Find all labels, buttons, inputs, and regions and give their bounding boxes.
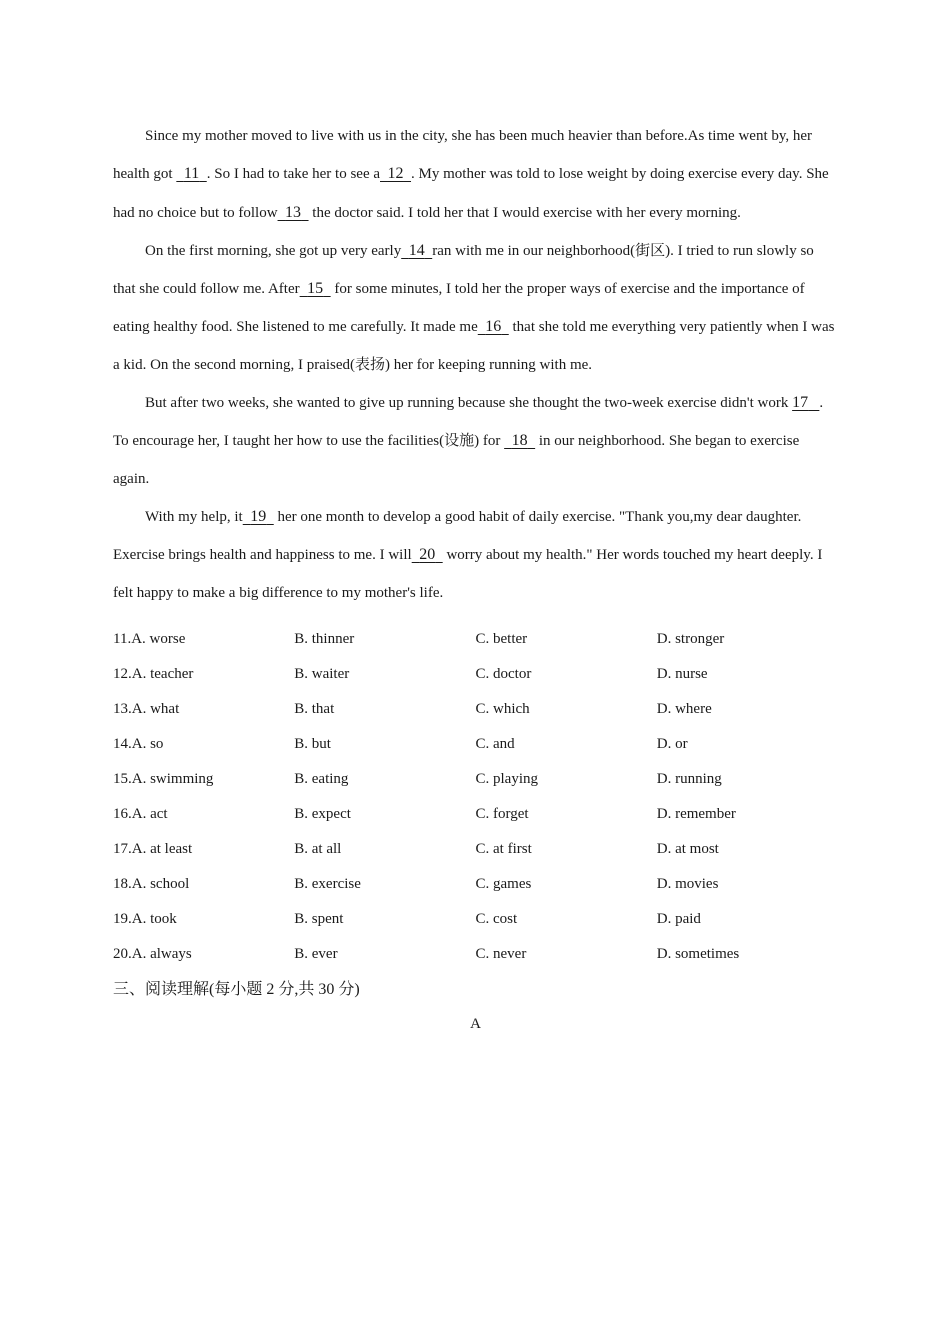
option-d: D. running (656, 770, 722, 787)
option-c: C. cost (475, 910, 518, 927)
text: for some minutes, I told her the proper ways of exercise and the importance of eating healthy food. She listened to me carefully. It made me (113, 281, 805, 336)
text: that she told me everything very patiently when I was a kid. On the second morning, I praised(表扬) her for keeping running with me. (113, 319, 835, 373)
option-a: 20.A. always (113, 945, 192, 962)
text: . My mother was told to lose weight by doing exercise every day. She had no choice but to follow (113, 166, 829, 221)
question-row (113, 762, 838, 797)
text: worry about my health." Her words touched my heart deeply. I felt happy to make a big difference to my mother's life. (113, 547, 823, 601)
blank-16: 16 (485, 318, 502, 336)
text: With my help, it (145, 508, 243, 525)
blank-11: 11 (183, 165, 200, 183)
question-row (113, 937, 838, 972)
text: ran with me in our neighborhood(街区). I tried to run slowly so that she could follow me. After (113, 242, 814, 298)
option-c: C. forget (475, 805, 529, 822)
paragraph-3 (113, 384, 838, 498)
option-b: B. exercise (294, 875, 361, 892)
blank-17: 17 (792, 394, 809, 412)
options-list (113, 622, 838, 972)
option-d: D. stronger (656, 630, 725, 647)
option-d: D. at most (656, 840, 719, 857)
option-a: 18.A. school (113, 875, 190, 892)
option-b: B. spent (294, 910, 344, 927)
question-row (113, 797, 838, 832)
option-b: B. eating (294, 770, 349, 787)
question-row (113, 657, 838, 692)
option-c: C. better (475, 630, 528, 647)
text: But after two weeks, she wanted to give up running because she thought the two-week exercise didn't work (145, 395, 793, 412)
option-c: C. games (475, 875, 532, 892)
option-c: C. which (475, 700, 530, 717)
option-b: B. at all (294, 840, 342, 857)
option-b: B. but (294, 735, 331, 752)
document-page (113, 118, 838, 1042)
question-row (113, 902, 838, 937)
option-b: B. ever (294, 945, 338, 962)
paragraph-1 (113, 118, 838, 232)
option-a: 13.A. what (113, 700, 180, 717)
blank-19: 19 (250, 507, 267, 525)
option-d: D. or (656, 735, 688, 752)
option-a: 11.A. worse (113, 630, 186, 647)
blank-20: 20 (419, 546, 436, 564)
text: the doctor said. I told her that I would exercise with her every morning. (308, 204, 741, 221)
paragraph-4 (113, 498, 838, 612)
question-row (113, 867, 838, 902)
option-c: C. playing (475, 770, 538, 787)
option-d: D. remember (656, 805, 736, 822)
paragraph-2 (113, 232, 838, 384)
option-a: 16.A. act (113, 805, 168, 822)
option-d: D. movies (656, 875, 719, 892)
option-b: B. waiter (294, 665, 350, 682)
question-row (113, 622, 838, 657)
blank-12: 12 (387, 165, 404, 183)
option-c: C. and (475, 735, 515, 752)
option-d: D. nurse (656, 665, 708, 682)
text: in our neighborhood. She began to exercise again. (113, 433, 800, 487)
option-a: 15.A. swimming (113, 770, 214, 787)
text: Since my mother moved to live with us in the city, she has been much heavier than before.As time went by, her health got (113, 128, 813, 183)
text: On the first morning, she got up very early (145, 242, 402, 259)
blank-15: 15 (307, 280, 324, 298)
option-d: D. paid (656, 910, 701, 927)
blank-14: 14 (408, 241, 425, 259)
blank-18: 18 (511, 432, 528, 450)
option-a: 12.A. teacher (113, 665, 194, 682)
option-b: B. that (294, 700, 335, 717)
question-row (113, 727, 838, 762)
option-c: C. doctor (475, 665, 532, 682)
text: her one month to develop a good habit of daily exercise. "Thank you,my dear daughter. Exercise brings health and happiness to me. I will (113, 508, 802, 564)
option-b: B. thinner (294, 630, 355, 647)
blank-13: 13 (285, 203, 302, 221)
option-d: D. sometimes (656, 945, 740, 962)
text: . To encourage her, I taught her how to use the facilities(设施) for (113, 395, 824, 450)
option-a: 17.A. at least (113, 840, 193, 857)
text: . So I had to take her to see a (206, 166, 381, 183)
question-row (113, 832, 838, 867)
section-title: 三、阅读理解(每小题 2 分,共 30 分) (113, 980, 360, 998)
option-a: 14.A. so (113, 735, 164, 752)
option-c: C. never (475, 945, 527, 962)
question-row (113, 692, 838, 727)
option-a: 19.A. took (113, 910, 177, 927)
option-d: D. where (656, 700, 712, 717)
option-c: C. at first (475, 840, 532, 857)
passage-label: A (470, 1015, 481, 1032)
option-b: B. expect (294, 805, 351, 822)
